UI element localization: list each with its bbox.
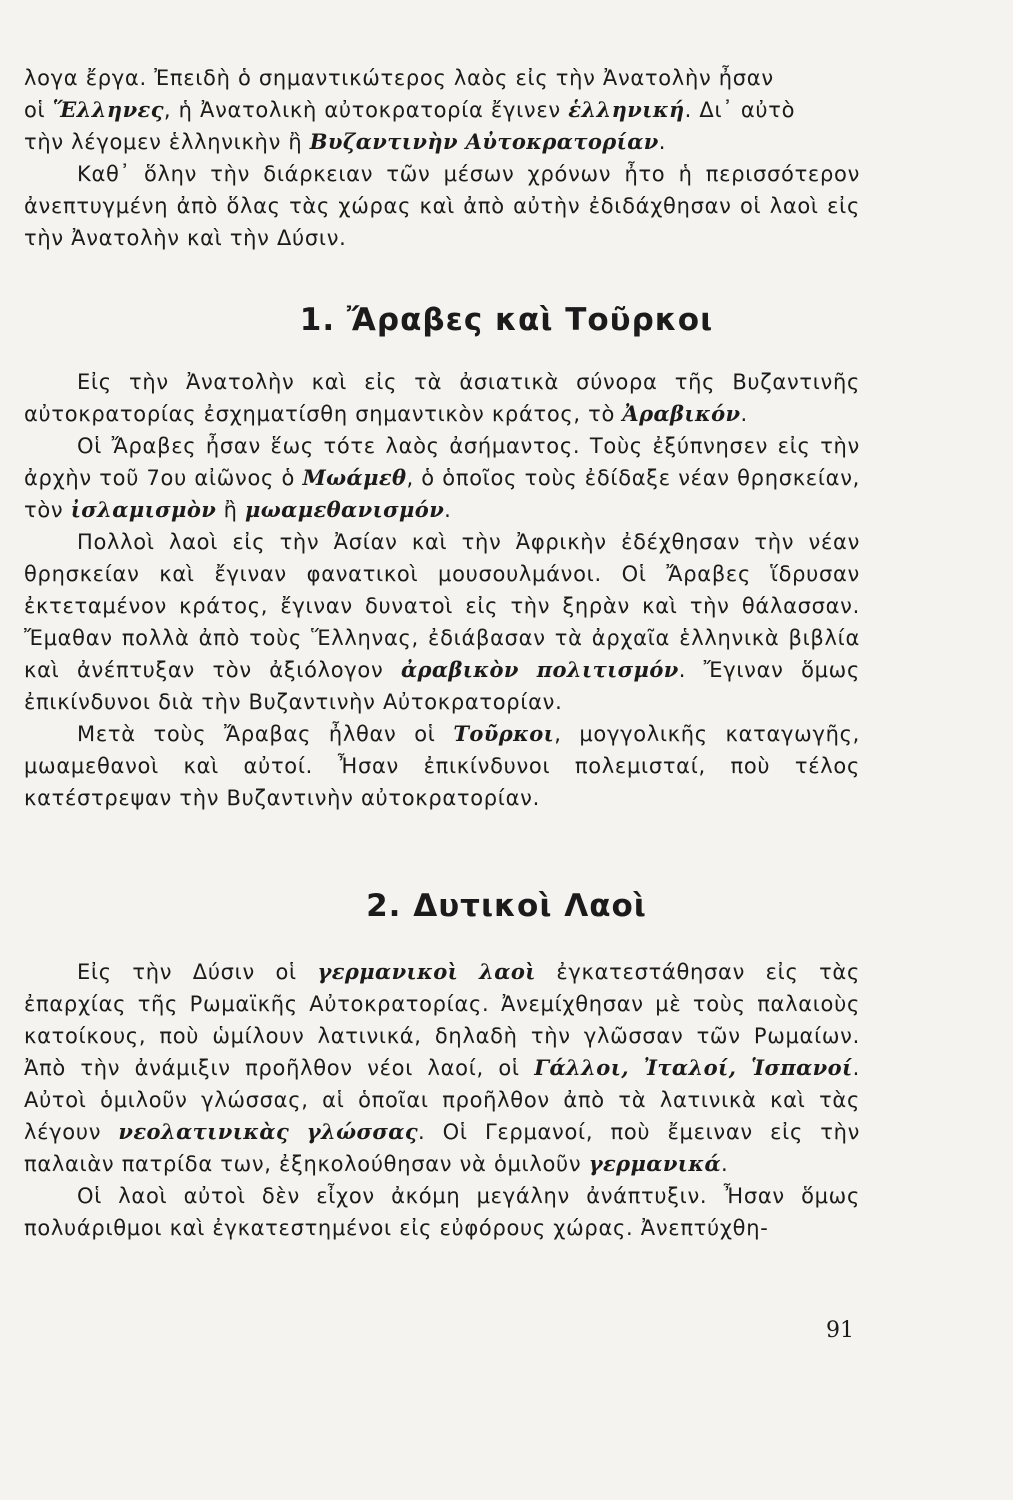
intro-text	[24, 62, 860, 254]
text-run: ἐγκατεστάθησαν εἰς τὰς ἐπαρχίας τῆς Ρωμαϊκῆς Αὐτοκρατορίας. Ἀνεμίχθησαν μὲ τοὺς παλαιοὺς κατοίκους, ποὺ ὡμίλουν λατινικά, δηλαδὴ τὴν γλῶσσαν τῶν Ρωμαίων. Ἀπὸ τὴν ἀνάμιξιν προῆλθον νέοι λαοί, οἱ	[24, 960, 860, 1080]
text-run: .	[444, 498, 452, 522]
emphasis-neolatin-languages: νεολατινικὰς γλώσσας	[118, 1119, 419, 1144]
section-2-paragraph-2: Οἱ λαοὶ αὐτοὶ δὲν εἶχον ἀκόμη μεγάλην ἀνάπτυξιν. Ἦσαν ὅμως πολυάριθμοι καὶ ἐγκατεστημένοι εἰς εὐφόρους χώρας. Ἀνεπτύχθη-	[24, 1184, 860, 1240]
text-run: . Αὐτοὶ ὁμιλοῦν γλώσσας, αἱ ὁποῖαι προῆλθον ἀπὸ τὰ λατινικὰ καὶ τὰς λέγουν	[24, 1056, 860, 1144]
text-run: . Ἔγιναν ὅμως ἐπικίνδυνοι διὰ τὴν Βυζαντινὴν Αὐτοκρατορίαν.	[24, 658, 860, 714]
intro-paragraph-1	[24, 62, 860, 158]
emphasis-nations: Γάλλοι, Ἰταλοί, Ἱσπανοί	[534, 1055, 853, 1080]
section-1-heading: 1. Ἄραβες καὶ Τοῦρκοι	[299, 302, 714, 338]
emphasis-arabic-civilization: ἀραβικὸν πολιτισμόν	[400, 657, 679, 682]
intro-paragraph-2: Καθ᾽ ὅλην τὴν διάρκειαν τῶν μέσων χρόνων ἦτο ἡ περισσότερον ἀνεπτυγμένη ἀπὸ ὅλας τὰς χώρας καὶ ἀπὸ αὐτὴν ἐδιδάχθησαν οἱ λαοὶ εἰς τὴν Ἀνατολὴν καὶ τὴν Δύσιν.	[24, 162, 860, 250]
section-2-text	[24, 956, 860, 1244]
emphasis-hellenes: Ἕλληνες	[52, 97, 164, 122]
emphasis-germanic-peoples: γερμανικοὶ λαοὶ	[317, 959, 536, 984]
section-2-heading: 2. Δυτικοὶ Λαοὶ	[366, 888, 647, 924]
text-run: , ὁ ὁποῖος τοὺς ἐδίδαξε νέαν θρησκείαν, τὸν	[24, 466, 860, 522]
text-run: , ἡ Ἀνατολικὴ αὐτοκρατορία ἔγινεν	[163, 98, 569, 122]
emphasis-arabic: Ἀραβικόν	[622, 401, 741, 426]
section-2-paragraph-1	[24, 956, 860, 1180]
emphasis-hellenic: ἑλληνική	[568, 97, 685, 122]
text-run: .	[658, 130, 667, 154]
section-1-text	[24, 366, 860, 814]
emphasis-muhammad: Μωάμεθ	[302, 465, 407, 490]
emphasis-mohammedanism: μωαμεθανισμόν	[244, 497, 445, 522]
text-run: .	[740, 402, 748, 426]
section-1-paragraph-3	[24, 526, 860, 718]
section-1-paragraph-4	[24, 718, 860, 814]
page-number: 91	[826, 1318, 854, 1343]
section-1-paragraph-1	[24, 366, 860, 430]
emphasis-islam: ἰσλαμισμὸν	[70, 497, 217, 522]
emphasis-byzantine-empire: Βυζαντινὴν Αὐτοκρατορίαν	[309, 129, 659, 154]
text-run: οἱ	[24, 98, 53, 122]
text-run: Εἰς τὴν Ἀνατολὴν καὶ εἰς τὰ ἀσιατικὰ σύνορα τῆς Βυζαντινῆς αὐτοκρατορίας ἐσχηματίσθη σημαντικὸν κράτος, τὸ	[24, 370, 860, 426]
text-run: . Δι᾽ αὐτὸ	[684, 98, 796, 122]
text-run: , μογγολικῆς καταγωγῆς, μωαμεθανοὶ καὶ αὐτοί. Ἦσαν ἐπικίνδυνοι πολεμισταί, ποὺ τέλος κατέστρεψαν τὴν Βυζαντινὴν αὐτοκρατορίαν.	[24, 722, 860, 810]
intro-line-1: λογα ἔργα. Ἐπειδὴ ὁ σημαντικώτερος λαὸς εἰς τὴν Ἀνατολὴν ἦσαν	[24, 66, 774, 90]
text-run: Εἰς τὴν Δύσιν οἱ	[77, 960, 318, 984]
emphasis-german: γερμανικά	[588, 1151, 722, 1176]
text-run: . Οἱ Γερμανοί, ποὺ ἔμειναν εἰς τὴν παλαιὰν πατρίδα των, ἐξηκολούθησαν νὰ ὁμιλοῦν	[24, 1120, 861, 1176]
section-1-paragraph-2	[24, 430, 860, 526]
text-run: Μετὰ τοὺς Ἄραβας ἦλθαν οἱ	[77, 722, 454, 746]
emphasis-turks: Τοῦρκοι	[453, 721, 555, 746]
text-run: .	[721, 1152, 729, 1176]
text-run: Πολλοὶ λαοὶ εἰς τὴν Ἀσίαν καὶ τὴν Ἀφρικὴν ἐδέχθησαν τὴν νέαν θρησκείαν καὶ ἔγιναν φανατικοὶ μουσουλμάνοι. Οἱ Ἄραβες ἵδρυσαν ἐκτεταμένον κράτος, ἔγιναν δυνατοὶ εἰς τὴν ξηρὰν καὶ τὴν θάλασσαν. Ἔμαθαν πολλὰ ἀπὸ τοὺς Ἕλληνας, ἐδιάβασαν τὰ ἀρχαῖα ἑλληνικὰ βιβλία καὶ ἀνέπτυξαν τὸν ἀξιόλογον	[24, 530, 860, 682]
text-run: τὴν λέγομεν ἑλληνικὴν ἢ	[24, 130, 310, 154]
text-run: Οἱ Ἄραβες ἦσαν ἕως τότε λαὸς ἀσήμαντος. Τοὺς ἐξύπνησεν εἰς τὴν ἀρχὴν τοῦ 7ου αἰῶνος ὁ	[24, 434, 860, 490]
text-run: ἢ	[216, 498, 245, 522]
